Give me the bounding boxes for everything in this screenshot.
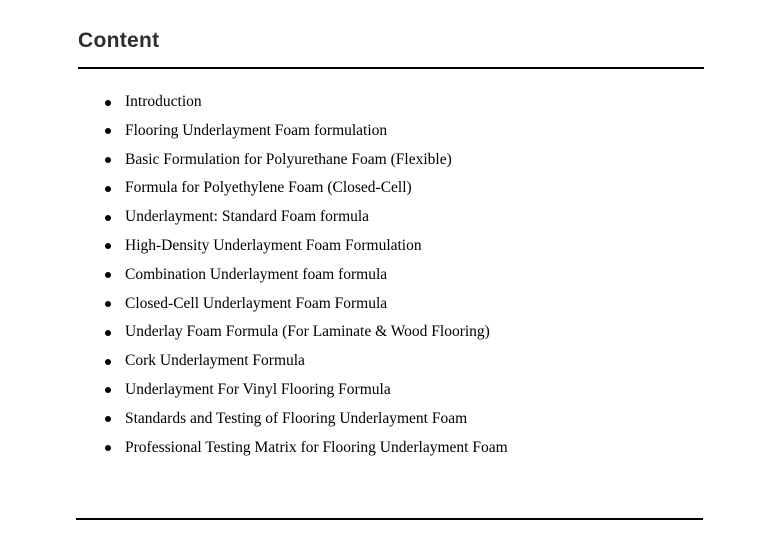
list-item (125, 405, 508, 434)
list-item-label: Underlayment: Standard Foam formula (125, 208, 370, 226)
bullet-icon (105, 301, 111, 307)
list-item (125, 232, 508, 261)
bullet-icon (105, 100, 111, 106)
top-divider (78, 67, 704, 69)
bullet-icon (105, 215, 111, 221)
bottom-divider (76, 518, 703, 520)
list-item-label: Underlayment For Vinyl Flooring Formula (125, 380, 391, 398)
list-item-label: Basic Formulation for Polyurethane Foam (Flexible) (125, 150, 452, 168)
bullet-icon (105, 445, 111, 451)
bullet-icon (105, 128, 111, 134)
bullet-icon (105, 387, 111, 393)
list-item (125, 290, 508, 319)
list-item-label: Cork Underlayment Formula (125, 352, 305, 370)
bullet-icon (105, 359, 111, 365)
list-item (125, 318, 508, 347)
list-item (125, 203, 508, 232)
bullet-icon (105, 186, 111, 192)
list-item (125, 434, 508, 463)
list-item (125, 146, 508, 175)
bullet-icon (105, 330, 111, 336)
bullet-icon (105, 272, 111, 278)
list-item-label: Standards and Testing of Flooring Underlayment Foam (125, 409, 468, 427)
list-item (125, 117, 508, 146)
list-item-label: Combination Underlayment foam formula (125, 265, 388, 283)
list-item-label: Underlay Foam Formula (For Laminate & Wood Flooring) (125, 323, 490, 341)
list-item (125, 174, 508, 203)
bullet-icon (105, 416, 111, 422)
list-item-label: Formula for Polyethylene Foam (Closed-Cell) (125, 179, 412, 197)
list-item (125, 376, 508, 405)
list-item-label: Flooring Underlayment Foam formulation (125, 121, 388, 139)
page-title: Content (78, 29, 160, 52)
content-list (0, 88, 508, 462)
list-item (125, 347, 508, 376)
list-item-label: High-Density Underlayment Foam Formulation (125, 236, 422, 254)
list-item-label: Closed-Cell Underlayment Foam Formula (125, 294, 388, 312)
list-item-label: Professional Testing Matrix for Flooring Underlayment Foam (125, 438, 508, 456)
bullet-icon (105, 243, 111, 249)
list-item-label: Introduction (125, 93, 202, 110)
bullet-icon (105, 157, 111, 163)
list-item (125, 88, 508, 117)
list-item (125, 261, 508, 290)
